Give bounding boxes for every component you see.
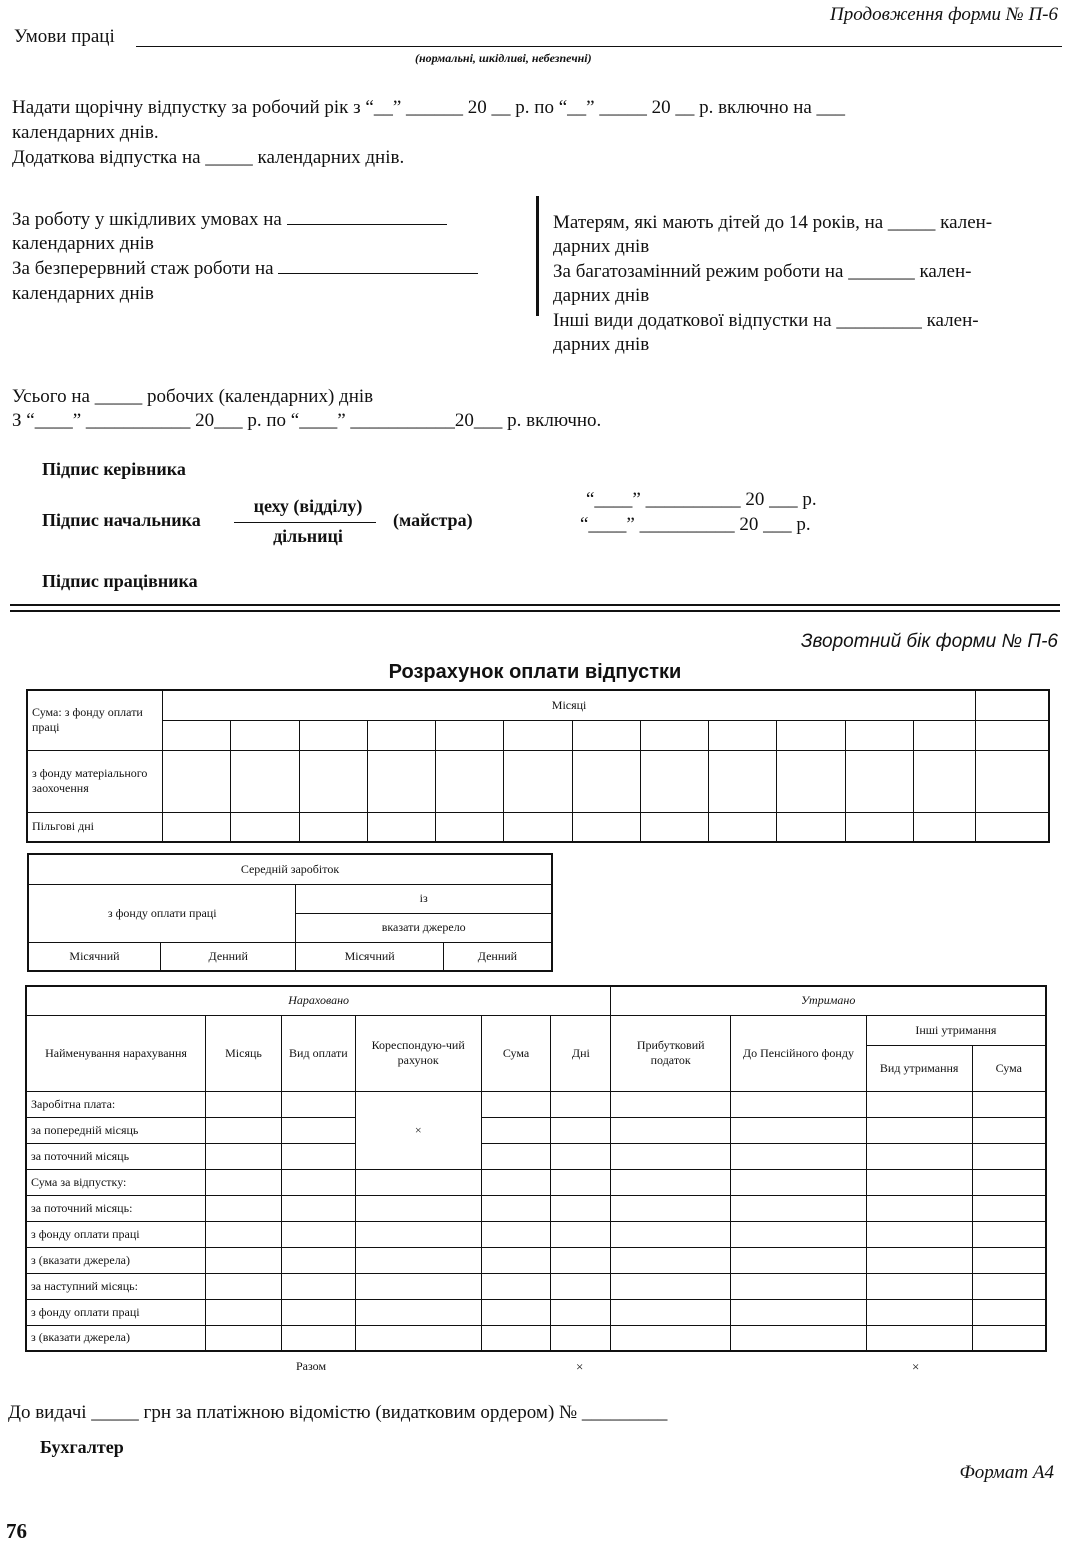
month-cell[interactable] [299, 750, 367, 812]
data-cell[interactable] [206, 1221, 282, 1247]
month-cell[interactable] [976, 812, 1049, 842]
average-earnings-header: Середній заробіток [28, 854, 552, 884]
data-cell[interactable] [281, 1299, 355, 1325]
data-cell[interactable] [355, 1325, 481, 1351]
data-cell[interactable] [731, 1195, 867, 1221]
month-cell[interactable] [163, 750, 231, 812]
data-cell[interactable] [972, 1143, 1046, 1169]
row-label: за попередній місяць [26, 1117, 206, 1143]
data-cell[interactable] [611, 1299, 731, 1325]
row-label: за поточний місяць: [26, 1195, 206, 1221]
data-cell[interactable] [611, 1247, 731, 1273]
deduction-type-header: Вид утримання [866, 1045, 972, 1091]
data-cell[interactable] [611, 1117, 731, 1143]
page-number: 76 [6, 1519, 27, 1543]
average-earnings-table [27, 853, 553, 972]
accrual-name-header: Найменування нарахування [26, 1015, 206, 1091]
deduction-sum-header: Сума [972, 1045, 1046, 1091]
data-cell[interactable] [281, 1091, 355, 1117]
income-tax-header: Прибутковий податок [611, 1015, 731, 1091]
data-cell[interactable] [281, 1143, 355, 1169]
other-leave-line: Інші види додаткової відпустки на _________ кален- [553, 310, 979, 331]
data-cell[interactable] [972, 1169, 1046, 1195]
month-header: Місяць [206, 1015, 282, 1091]
month-cell[interactable] [572, 750, 640, 812]
month-cell[interactable] [777, 720, 845, 750]
data-cell[interactable] [551, 1247, 611, 1273]
data-cell[interactable] [866, 1169, 972, 1195]
sum-header: Сума [481, 1015, 551, 1091]
other-leave-unit: дарних днів [553, 334, 650, 355]
data-cell[interactable] [206, 1273, 282, 1299]
from-header: із [296, 884, 552, 913]
data-cell[interactable] [481, 1117, 551, 1143]
corr-account-header: Кореспондую-чий рахунок [355, 1015, 481, 1091]
month-cell[interactable] [367, 812, 435, 842]
data-cell[interactable] [731, 1247, 867, 1273]
month-cell[interactable] [436, 750, 504, 812]
data-cell[interactable] [206, 1325, 282, 1351]
mothers-leave-unit: дарних днів [553, 236, 650, 257]
data-cell[interactable] [731, 1221, 867, 1247]
data-cell[interactable] [551, 1143, 611, 1169]
row-label: за поточний місяць [26, 1143, 206, 1169]
withheld-header: Утримано [611, 986, 1046, 1015]
data-cell[interactable] [866, 1143, 972, 1169]
daily-header-2: Денний [443, 942, 552, 971]
month-cell[interactable] [572, 720, 640, 750]
month-cell[interactable] [436, 812, 504, 842]
other-deductions-header: Інші утримання [866, 1015, 1046, 1045]
data-cell[interactable] [355, 1247, 481, 1273]
continuous-days-unit: календарних днів [12, 283, 154, 304]
month-cell[interactable] [709, 812, 777, 842]
data-cell[interactable] [551, 1117, 611, 1143]
data-cell[interactable] [731, 1273, 867, 1299]
data-cell[interactable] [206, 1247, 282, 1273]
data-cell[interactable] [731, 1325, 867, 1351]
mothers-leave-line: Матерям, які мають дітей до 14 років, на _____ кален- [553, 212, 993, 233]
row-label: Заробітна плата: [26, 1091, 206, 1117]
data-cell[interactable] [611, 1195, 731, 1221]
total-period-line: З “____” ___________ 20___ р. по “____” ___________20___ р. включно. [12, 410, 602, 431]
data-cell[interactable] [551, 1221, 611, 1247]
data-cell[interactable] [611, 1091, 731, 1117]
month-cell[interactable] [299, 720, 367, 750]
column-divider [536, 196, 539, 316]
month-cell[interactable] [231, 750, 299, 812]
data-cell[interactable] [866, 1195, 972, 1221]
data-cell[interactable] [481, 1221, 551, 1247]
data-cell[interactable] [866, 1325, 972, 1351]
monthly-header-2: Місячний [296, 942, 443, 971]
data-cell[interactable] [206, 1169, 282, 1195]
row-label: з фонду оплати праці [26, 1221, 206, 1247]
privileged-days-label: Пільгові дні [27, 812, 163, 842]
row-label: за наступний місяць: [26, 1273, 206, 1299]
month-cell[interactable] [913, 812, 975, 842]
date-line-1[interactable]: “____” __________ 20 ___ р. [586, 489, 817, 510]
data-cell[interactable] [611, 1325, 731, 1351]
data-cell[interactable] [481, 1169, 551, 1195]
row-label: Сума за відпустку: [26, 1169, 206, 1195]
work-conditions-label: Умови праці [14, 26, 115, 47]
row-label: з (вказати джерела) [26, 1247, 206, 1273]
data-cell[interactable] [972, 1247, 1046, 1273]
data-cell[interactable] [866, 1221, 972, 1247]
month-cell[interactable] [976, 750, 1049, 812]
month-cell[interactable] [976, 720, 1049, 750]
data-cell[interactable] [866, 1117, 972, 1143]
data-cell[interactable] [281, 1195, 355, 1221]
data-cell[interactable] [972, 1195, 1046, 1221]
data-cell[interactable] [866, 1247, 972, 1273]
total-cross-2: × [912, 1359, 920, 1374]
data-cell[interactable] [731, 1117, 867, 1143]
data-cell[interactable] [611, 1143, 731, 1169]
data-cell[interactable] [731, 1169, 867, 1195]
data-cell[interactable] [866, 1273, 972, 1299]
pension-fund-header: До Пенсійного фонду [731, 1015, 867, 1091]
accrued-header: Нараховано [26, 986, 611, 1015]
total-row-label: Разом [296, 1359, 327, 1373]
months-extra-cell[interactable] [976, 690, 1049, 720]
month-cell[interactable] [709, 720, 777, 750]
data-cell[interactable] [481, 1273, 551, 1299]
data-cell[interactable] [206, 1299, 282, 1325]
data-cell[interactable] [972, 1299, 1046, 1325]
data-cell[interactable] [281, 1169, 355, 1195]
data-cell[interactable] [355, 1299, 481, 1325]
month-cell[interactable] [640, 812, 708, 842]
data-cell[interactable] [281, 1117, 355, 1143]
incentive-fund-label: з фонду матеріального заохочення [27, 750, 163, 812]
annual-leave-line: Надати щорічну відпустку за робочий рік з “__” ______ 20 __ р. по “__” _____ 20 __ р. включно на ___ [12, 97, 846, 118]
data-cell[interactable] [281, 1325, 355, 1351]
month-cell[interactable] [367, 720, 435, 750]
data-cell[interactable] [355, 1221, 481, 1247]
data-cell[interactable] [866, 1091, 972, 1117]
corr-account-cross: × [355, 1091, 481, 1169]
divider-top [10, 604, 1060, 606]
chief-unit-top: цеху (відділу) [253, 496, 363, 516]
accountant-label: Бухгалтер [40, 1437, 124, 1457]
date-line-2[interactable]: “____” __________ 20 ___ р. [580, 514, 811, 535]
data-cell[interactable] [481, 1299, 551, 1325]
total-cross-1: × [576, 1359, 584, 1374]
data-cell[interactable] [611, 1221, 731, 1247]
pay-type-header: Вид оплати [281, 1015, 355, 1091]
month-cell[interactable] [913, 750, 975, 812]
month-cell[interactable] [299, 812, 367, 842]
month-cell[interactable] [504, 812, 572, 842]
data-cell[interactable] [481, 1195, 551, 1221]
multishift-leave-unit: дарних днів [553, 285, 650, 306]
month-cell[interactable] [163, 720, 231, 750]
work-conditions-hint: (нормальні, шкідливі, небезпечні) [415, 51, 592, 65]
data-cell[interactable] [611, 1273, 731, 1299]
month-cell[interactable] [640, 720, 708, 750]
month-cell[interactable] [913, 720, 975, 750]
month-cell[interactable] [777, 812, 845, 842]
data-cell[interactable] [281, 1247, 355, 1273]
calc-title: Розрахунок оплати відпустки [388, 661, 682, 683]
data-cell[interactable] [206, 1143, 282, 1169]
month-cell[interactable] [709, 750, 777, 812]
format-label: Формат А4 [959, 1462, 1054, 1483]
data-cell[interactable] [551, 1325, 611, 1351]
head-signature-label: Підпис керівника [42, 459, 186, 479]
data-cell[interactable] [731, 1091, 867, 1117]
additional-leave-line: Додаткова відпустка на _____ календарних днів. [12, 147, 405, 168]
monthly-sums-table [26, 689, 1050, 843]
data-cell[interactable] [281, 1221, 355, 1247]
data-cell[interactable] [551, 1091, 611, 1117]
month-cell[interactable] [845, 720, 913, 750]
data-cell[interactable] [551, 1299, 611, 1325]
data-cell[interactable] [731, 1143, 867, 1169]
chief-fraction-line [234, 522, 376, 523]
continuous-service-line: За безперервний стаж роботи на [12, 258, 478, 280]
data-cell[interactable] [355, 1169, 481, 1195]
days-header: Дні [551, 1015, 611, 1091]
issue-line: До видачі _____ грн за платіжною відомістю (видатковим ордером) № _________ [8, 1402, 668, 1423]
total-days-line: Усього на _____ робочих (календарних) днів [12, 386, 374, 407]
specify-source-header: вказати джерело [296, 913, 552, 942]
data-cell[interactable] [972, 1221, 1046, 1247]
data-cell[interactable] [355, 1195, 481, 1221]
work-conditions-field[interactable] [136, 46, 1062, 47]
month-cell[interactable] [640, 750, 708, 812]
row-label: з (вказати джерела) [26, 1325, 206, 1351]
data-cell[interactable] [481, 1247, 551, 1273]
data-cell[interactable] [551, 1273, 611, 1299]
data-cell[interactable] [481, 1325, 551, 1351]
month-cell[interactable] [231, 812, 299, 842]
month-cell[interactable] [845, 750, 913, 812]
data-cell[interactable] [731, 1299, 867, 1325]
month-cell[interactable] [163, 812, 231, 842]
data-cell[interactable] [972, 1117, 1046, 1143]
data-cell[interactable] [206, 1091, 282, 1117]
chief-unit-bottom: дільниці [273, 526, 343, 546]
month-cell[interactable] [504, 750, 572, 812]
data-cell[interactable] [206, 1195, 282, 1221]
months-header: Місяці [163, 690, 976, 720]
data-cell[interactable] [972, 1273, 1046, 1299]
daily-header-1: Денний [161, 942, 296, 971]
month-cell[interactable] [436, 720, 504, 750]
data-cell[interactable] [972, 1325, 1046, 1351]
data-cell[interactable] [481, 1091, 551, 1117]
data-cell[interactable] [281, 1273, 355, 1299]
month-cell[interactable] [777, 750, 845, 812]
divider-bottom [10, 610, 1060, 612]
data-cell[interactable] [611, 1169, 731, 1195]
master-label: (майстра) [393, 510, 473, 530]
fund-label: Сума: з фонду оплати праці [27, 690, 163, 750]
data-cell[interactable] [972, 1091, 1046, 1117]
continuous-days-field[interactable] [278, 258, 478, 274]
data-cell[interactable] [355, 1273, 481, 1299]
data-cell[interactable] [481, 1143, 551, 1169]
harmful-days-unit: календарних днів [12, 233, 154, 254]
row-label: з фонду оплати праці [26, 1299, 206, 1325]
month-cell[interactable] [572, 812, 640, 842]
harmful-days-field[interactable] [287, 209, 447, 225]
month-cell[interactable] [367, 750, 435, 812]
accruals-table [25, 985, 1047, 1352]
data-cell[interactable] [866, 1299, 972, 1325]
data-cell[interactable] [206, 1117, 282, 1143]
month-cell[interactable] [231, 720, 299, 750]
data-cell[interactable] [551, 1195, 611, 1221]
harmful-conditions-line: За роботу у шкідливих умовах на [12, 209, 447, 231]
data-cell[interactable] [551, 1169, 611, 1195]
monthly-header-1: Місячний [28, 942, 161, 971]
back-side-title: Зворотний бік форми № П-6 [800, 631, 1058, 652]
chief-signature-label: Підпис начальника [42, 510, 201, 530]
multishift-leave-line: За багатозамінний режим роботи на _______ кален- [553, 261, 972, 282]
continuation-title: Продовження форми № П-6 [830, 4, 1058, 25]
annual-leave-line-cont: календарних днів. [12, 122, 159, 143]
from-fund-header: з фонду оплати праці [28, 884, 296, 942]
employee-signature-label: Підпис працівника [42, 571, 198, 591]
month-cell[interactable] [504, 720, 572, 750]
month-cell[interactable] [845, 812, 913, 842]
